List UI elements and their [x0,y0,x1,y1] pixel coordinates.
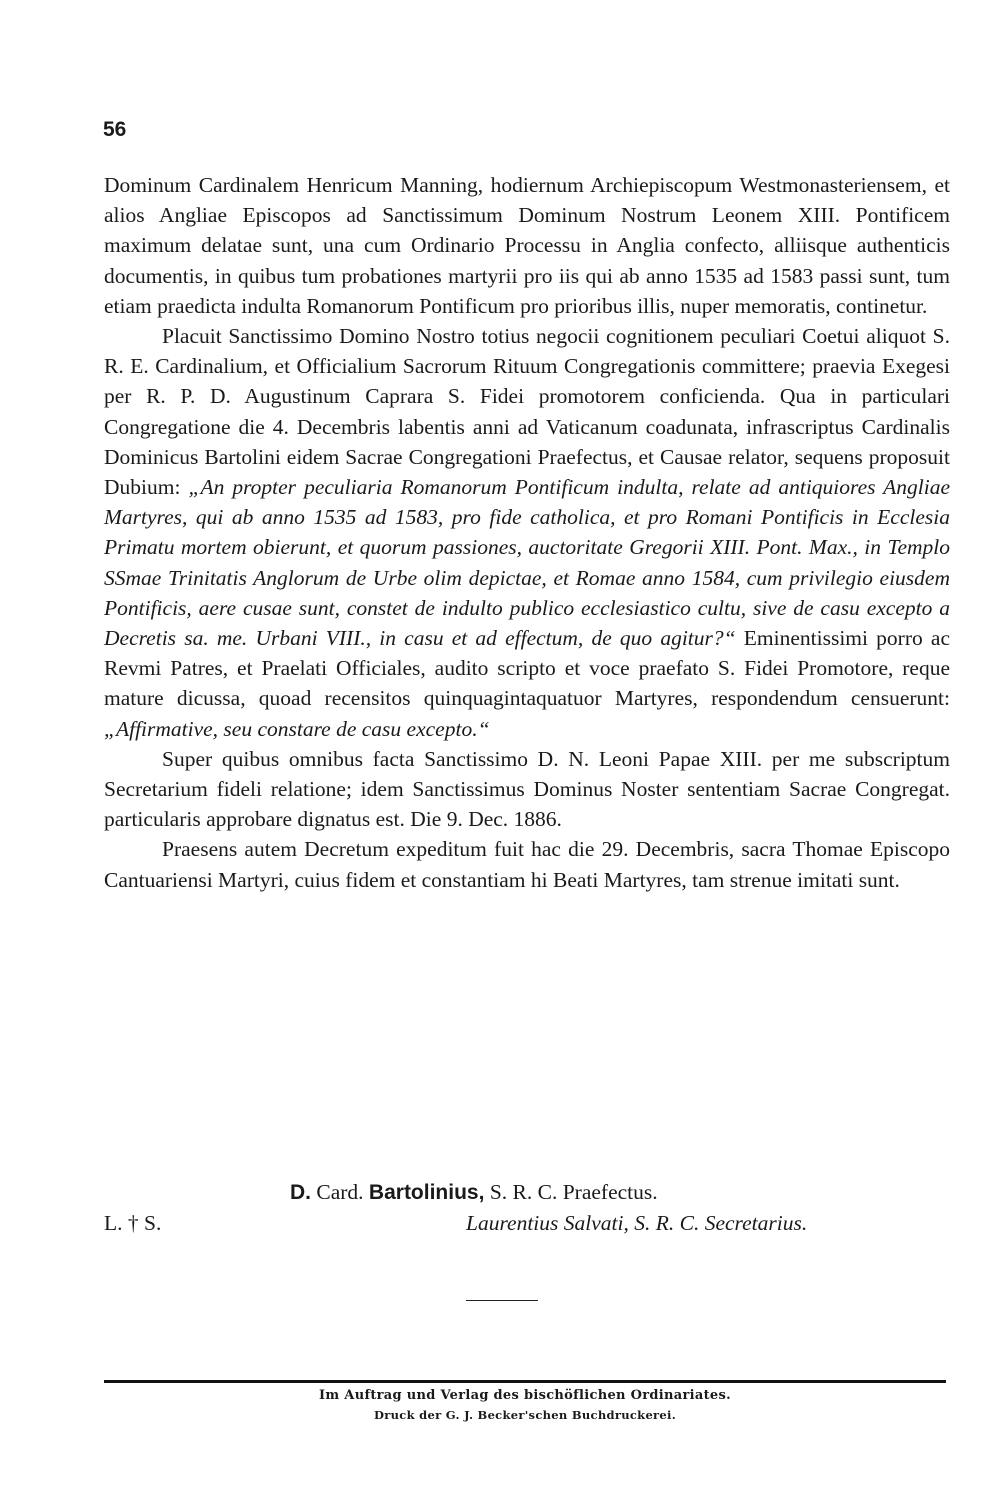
paragraph-1: Dominum Cardinalem Henricum Manning, hodiernum Archiepiscopum Westmonasteriensem, et alios Angliae Episcopos ad Sanctissimum Dominum Nostrum Leonem XIII. Pontificem maximum delatae sunt, una cum Ordinario Processu in Anglia confecto, alliisque authenticis documentis, in quibus tum probationes martyrii pro iis qui ab anno 1535 ad 1583 passi sunt, tum etiam praedicta indulta Romanorum Pontificum pro prioribus illis, nuper memoratis, continetur. [104,173,950,318]
paragraph-2-intro: Placuit Sanctissimo Domino Nostro totius negocii cognitionem peculiari Coetui aliquot S. R. E. Cardinalium, et Officialium Sacrorum Rituum Congregationis committere; praevia Exegesi per R. P. D. Augustinum Caprara S. Fidei promotorem conficienda. Qua in particulari Congregatione die 4. Decembris labentis anni ad Vaticanum coadunata, infrascriptus Cardinalis Dominicus Bartolini eidem Sacrae Congregationi Praefectus, et Causae relator, sequens proposuit Dubium: [104,324,950,500]
page-number: 56 [103,118,127,141]
paragraph-2-continuation: Eminentissimi porro ac Revmi Patres, et Praelati Officiales, audito scripto et voce praefato S. Fidei Promotore, reque mature dicussa, quoad recensitos quinquagintaquatuor Martyres, respondendum censuerunt: [104,626,950,711]
prefect-name: Bartolinius, [368,1181,485,1204]
imprint-publisher: Im Auftrag und Verlag des bischöflichen Ordinariates. [319,1388,731,1403]
seal-mark: L. † S. [104,1211,162,1235]
dubium-answer: „Affirmative, seu constare de casu excepto.“ [104,716,490,741]
footer-rule [104,1380,946,1383]
prefect-signature [290,1180,658,1205]
secretary-signature: Laurentius Salvati, S. R. C. Secretarius. [466,1211,808,1235]
short-divider [466,1300,538,1301]
prefect-initial: D. [290,1181,311,1204]
prefect-card: Card. [316,1180,364,1204]
paragraph-2 [104,321,950,744]
dubium-question: „An propter peculiaria Romanorum Pontificum indulta, relate ad antiquiores Angliae Martyres, qui ab anno 1535 ad 1583, pro fide catholica, et pro Romani Pontificis in Ecclesia Primatu mortem obierunt, et quorum passiones, auctoritate Gregorii XIII. Pont. Max., in Templo SSmae Trinitatis Anglorum de Urbe olim depictae, et Romae anno 1584, cum privilegio eiusdem Pontificis, aere cusae sunt, constet de indulto publico ecclesiastico cultu, sive de casu excepto a Decretis sa. me. Urbani VIII., in casu et ad effectum, de quo agitur?“ [104,475,951,651]
paragraph-4: Praesens autem Decretum expeditum fuit hac die 29. Decembris, sacra Thomae Episcopo Cantuariensi Martyri, cuius fidem et constantiam hi Beati Martyres, tam strenue imitati sunt. [104,837,950,892]
decree-body [104,170,950,895]
imprint-printer: Druck der G. J. Becker'schen Buchdruckerei. [373,1408,677,1422]
prefect-title: S. R. C. Praefectus. [489,1180,658,1204]
paragraph-3: Super quibus omnibus facta Sanctissimo D. N. Leoni Papae XIII. per me subscriptum Secretarium fideli relatione; idem Sanctissimus Dominus Noster sententiam Sacrae Congregat. particularis approbare dignatus est. Die 9. Dec. 1886. [104,746,950,832]
